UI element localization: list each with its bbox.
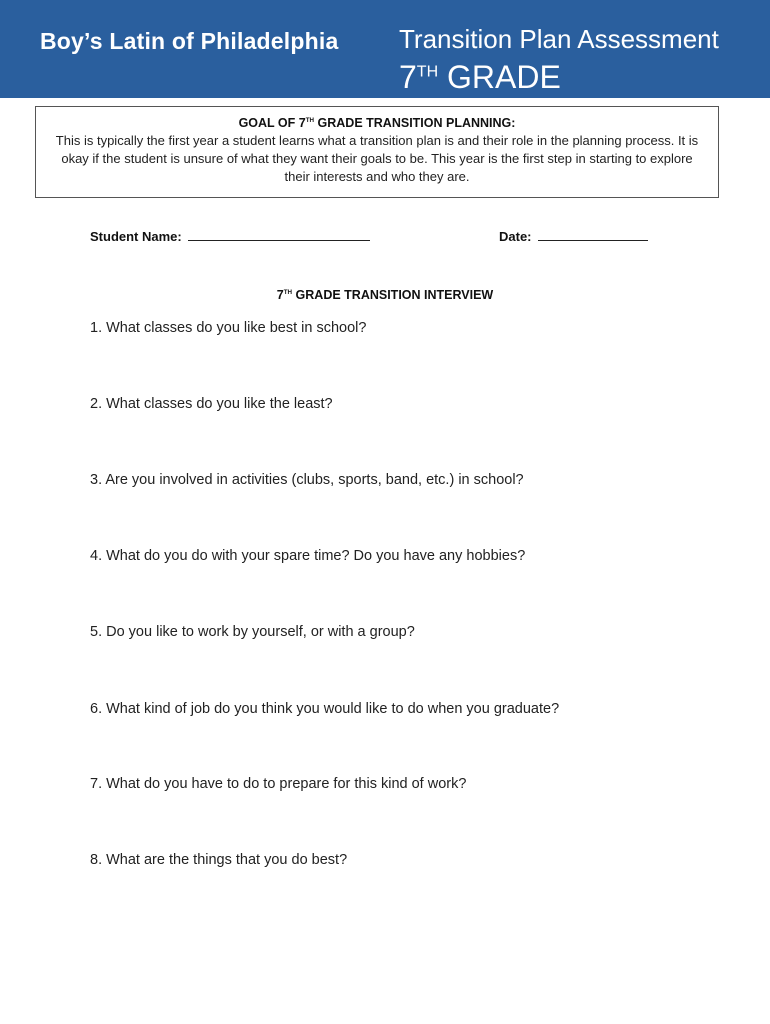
- goal-title-suffix: TH: [305, 116, 315, 124]
- question-3: 3. Are you involved in activities (clubs, sports, band, etc.) in school?: [90, 472, 524, 488]
- goal-title-post: GRADE TRANSITION PLANNING:: [314, 116, 516, 130]
- student-name-input-line[interactable]: [188, 228, 370, 241]
- question-4: 4. What do you do with your spare time? Do you have any hobbies?: [90, 548, 526, 564]
- goal-box: [35, 106, 719, 198]
- interview-title: [0, 288, 770, 302]
- interview-title-pre: 7: [276, 288, 284, 302]
- date-label: Date:: [499, 229, 532, 244]
- date-field: [499, 228, 648, 244]
- interview-title-suffix: TH: [283, 288, 293, 296]
- document-title: Transition Plan Assessment: [399, 24, 719, 54]
- title-block: [399, 22, 719, 97]
- grade-number: 7: [399, 59, 417, 95]
- date-input-line[interactable]: [538, 228, 648, 241]
- question-8: 8. What are the things that you do best?: [90, 852, 348, 868]
- question-5: 5. Do you like to work by yourself, or with a group?: [90, 624, 415, 640]
- goal-description: This is typically the first year a student learns what a transition plan is and their role in the planning process. It is okay if the student is unsure of what they want their goals to be. This year is the first step in starting to explore their interests and who they are.: [55, 133, 699, 184]
- header-banner: [0, 0, 770, 98]
- student-name-label: Student Name:: [90, 229, 182, 244]
- grade-suffix: TH: [416, 63, 439, 81]
- student-name-field: [90, 228, 370, 244]
- grade-word: GRADE: [447, 59, 561, 95]
- goal-title: [36, 116, 718, 130]
- question-7: 7. What do you have to do to prepare for this kind of work?: [90, 776, 467, 792]
- question-2: 2. What classes do you like the least?: [90, 396, 333, 412]
- goal-title-pre: GOAL OF 7: [238, 116, 306, 130]
- school-name: Boy’s Latin of Philadelphia: [40, 28, 339, 54]
- grade-heading: [399, 57, 719, 97]
- question-6: 6. What kind of job do you think you would like to do when you graduate?: [90, 701, 560, 717]
- interview-title-post: GRADE TRANSITION INTERVIEW: [292, 288, 494, 302]
- question-1: 1. What classes do you like best in school?: [90, 320, 367, 336]
